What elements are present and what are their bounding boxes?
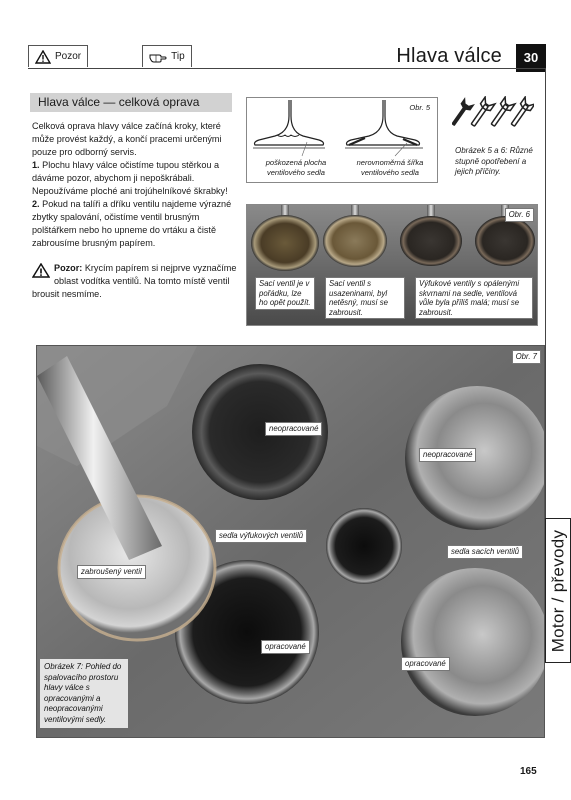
page-number: 165 bbox=[520, 766, 537, 777]
label-unmachined-top: neopracované bbox=[265, 422, 322, 436]
figure-7-caption: Obrázek 7: Pohled do spalovacího prostoru hlavy válce s opracovanými a neopracovanými ventilovými sedly. bbox=[40, 659, 128, 728]
figure-6-label-burnt-valves: Výfukové ventily s opálenými skvrnami na sedle, ventilová vůle byla příliš malá; musí se zabrousit. bbox=[415, 277, 533, 319]
chapter-side-tab-label: Motor / převody bbox=[548, 529, 568, 652]
header-labels bbox=[28, 44, 192, 68]
tip-legend bbox=[142, 45, 192, 67]
figure-7-number: Obr. 7 bbox=[512, 350, 541, 364]
warning-note-text: Krycím papírem si nejprve vyznačíme oblast vodítka ventilů. Na tomto místě ventil brousit nesmíme. bbox=[32, 263, 237, 299]
warning-triangle-icon bbox=[35, 50, 51, 64]
figure-5-label-uneven-width: nerovnoměrná šířka ventilového sedla bbox=[356, 158, 424, 177]
warning-legend-label: Pozor bbox=[55, 51, 82, 62]
step-2 bbox=[32, 198, 238, 250]
warning-triangle-icon bbox=[32, 263, 50, 278]
figure-6-valve-photos bbox=[246, 204, 538, 326]
step-2-number: 2. bbox=[32, 199, 40, 209]
label-ground-valve: zabroušený ventil bbox=[77, 565, 146, 579]
warning-legend bbox=[28, 45, 88, 67]
intro-paragraph: Celková oprava hlavy válce začíná kroky, které může provést každý, a končí pracemi určenými pouze pro odborný servis. bbox=[32, 121, 222, 157]
label-intake-seats: sedla sacích ventilů bbox=[447, 545, 523, 559]
step-1-text: Plochu hlavy válce očistíme tupou stěrkou a dáváme pozor, abychom ji nepoškrábali. Nepoužíváme ploché ani trojúhelníkové škrabky! bbox=[32, 160, 228, 196]
figure-6-label-ok-valve: Sací ventil je v pořádku, lze ho opět použít. bbox=[255, 277, 315, 310]
chapter-number: 30 bbox=[516, 44, 546, 72]
figure-5-label-damaged-seat: poškozená plocha ventilového sedla bbox=[265, 158, 327, 177]
tip-legend-label: Tip bbox=[171, 51, 185, 62]
chapter-title: Hlava válce bbox=[396, 45, 502, 67]
step-1-number: 1. bbox=[32, 160, 40, 170]
label-unmachined-right: neopracované bbox=[419, 448, 476, 462]
header-rule bbox=[28, 68, 546, 69]
figure-5-valve-profiles bbox=[246, 97, 438, 183]
section-heading: Hlava válce — celková oprava bbox=[30, 93, 232, 112]
figure-5-number: Obr. 5 bbox=[406, 102, 433, 113]
warning-note-label: Pozor: bbox=[54, 263, 83, 273]
figure-5-6-caption: Obrázek 5 a 6: Různé stupně opotřebení a jejich příčiny. bbox=[455, 146, 533, 176]
label-exhaust-seats: sedla výfukových ventilů bbox=[215, 529, 307, 543]
pointing-hand-icon bbox=[149, 51, 167, 63]
label-machined-left: opracované bbox=[261, 640, 310, 654]
body-text bbox=[32, 120, 238, 250]
warning-note bbox=[32, 262, 238, 301]
label-machined-right: opracované bbox=[401, 657, 450, 671]
chapter-side-tab bbox=[545, 518, 571, 663]
step-1 bbox=[32, 159, 238, 198]
wrench-icon bbox=[452, 96, 534, 130]
figure-6-label-deposits-valve: Sací ventil s usazeninami, byl netěsný, musí se zabrousit. bbox=[325, 277, 405, 319]
margin-rule bbox=[545, 68, 546, 518]
step-2-text: Pokud na talíři a dříku ventilu najdeme výrazné zbytky spalování, očistíme ventil brusným polštářkem nebo ho upneme do vrtáku a čistě zabrousíme brusným papírem. bbox=[32, 199, 232, 248]
figure-6-number: Obr. 6 bbox=[505, 208, 534, 222]
